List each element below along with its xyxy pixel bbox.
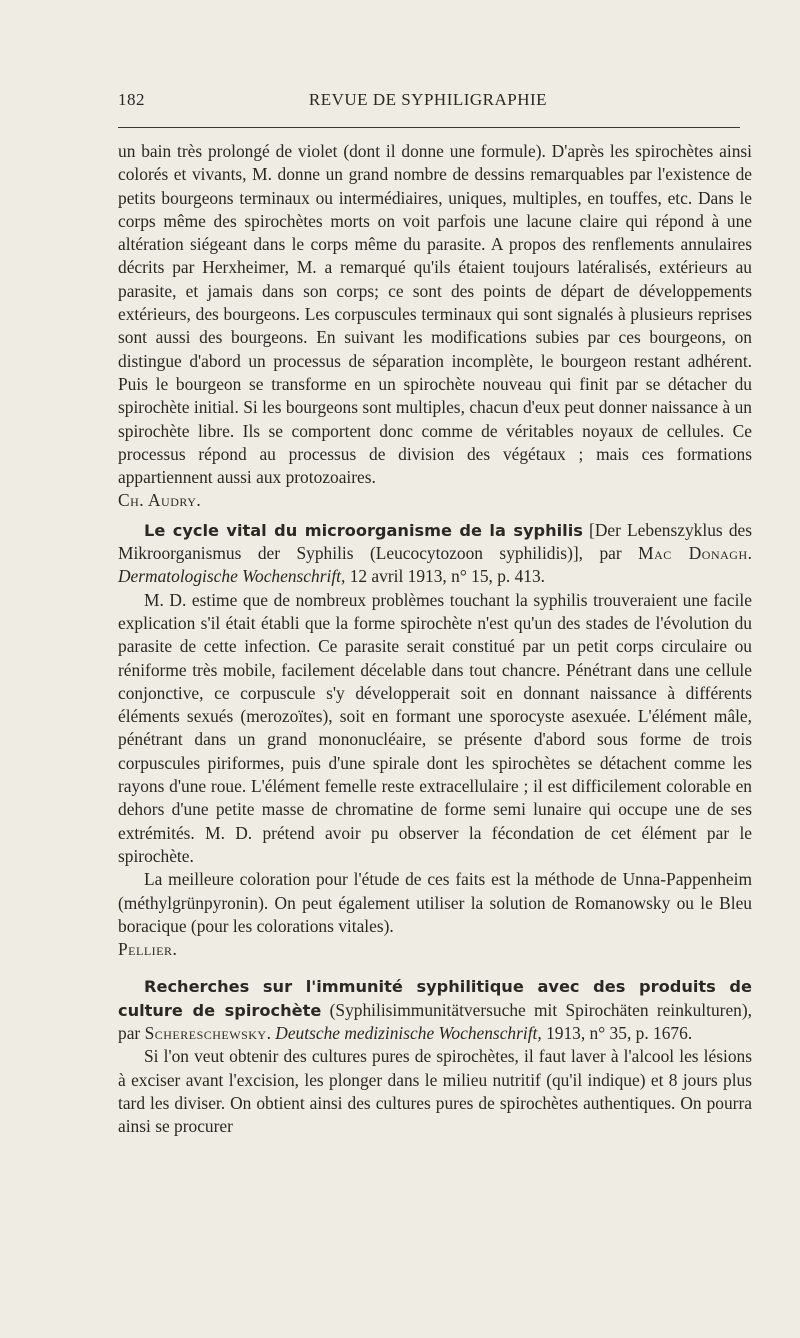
article-1-heading [118,519,752,589]
article-2-journal: Deutsche medizinische Wochenschrift, [275,1022,542,1043]
signature-pellier [118,938,752,961]
article-body [118,140,752,1138]
article-2-author: Schereschewsky [144,1022,267,1043]
article-1-author: Mac Donagh [638,543,748,564]
article-2-paragraph-1: Si l'on veut obtenir des cultures pures de spirochètes, il faut laver à l'alcool les lésions à exciser avant l'excision, les plonger dans le milieu nutritif (qu'il indique) et 8 jours plus tard les diviser. On obtient ainsi des cultures pures de spirochètes authentiques. On pourra ainsi se procurer [118,1046,752,1137]
article-1-ref-end: 12 avril 1913, n° 15, p. 413. [345,566,546,587]
continued-paragraph: un bain très prolongé de violet (dont il donne une formule). D'après les spirochètes ainsi colorés et vivants, M. donne un grand nombre de dessins remarquables par l'existence de petits bourgeons terminaux ou intermédiaires, uniques, multiples, en touffes, etc. Dans le corps même des spirochètes morts on voit parfois une lacune claire qui répond à une altération siégeant dans le corps même du parasite. A propos des renflements annulaires décrits par Herxheimer, M. a remarqué qu'ils étaient toujours latéralisés, extérieurs au parasite, et jamais dans son corps; ce sont des points de départ de développements extérieurs, des bourgeons. Les corpuscules terminaux qui sont signalés à plusieurs reprises sont aussi des bourgeons. En suivant les modifications subies par ces bourgeons, on distingue d'abord un processus de séparation incomplète, le bourgeon restant adhérent. Puis le bourgeon se transforme en un spirochète nouveau qui finit par se détacher du spirochète initial. Si les bourgeons sont multiples, chacun d'eux peut donner naissance à un spirochète libre. Ils se comportent donc comme de véritables noyaux de cellules. Ce processus répond au processus de division des végétaux ; mais ces formations appartiennent aussi aux protozoaires. [118,141,752,488]
page-number: 182 [118,90,145,109]
signature-text: Pellier. [118,939,178,960]
article-2-heading [118,975,752,1045]
article-1-journal: Dermatologische Wochenschrift, [118,566,346,587]
article-2-ref-start: (Syphilisimmunitätversuche mit Spirochäten reinkulturen), par [118,999,752,1043]
article-1-paragraph-1: M. D. estime que de nombreux problèmes touchant la syphilis trouveraient une facile explication s'il était établi que la forme spirochète n'est qu'un des stades de l'évolution du parasite de cette infection. Ce parasite serait constitué par un petit corps circulaire ou réniforme très mobile, facilement décelable dans tout chancre. Pénétrant dans une cellule conjonctive, ce corpuscule s'y développerait soit en donnant naissance à différents éléments sexués (merozoïtes), soit en formant une sporocyste asexuée. L'élément mâle, pénétrant dans un grand mononucléaire, se présente d'abord sous forme de trois corpuscules piriformes, puis d'une spirale dont les spirochètes se détachent comme les rayons d'une roue. L'élément femelle reste extracellulaire ; il est difficilement colorable en dehors d'une petite masse de chromatine de forme semi lunaire qui occupe une de ses extrémités. M. D. prétend avoir pu observer la fécondation de cet élément par le spirochète. [118,589,752,866]
signature-text: Ch. Audry. [118,490,202,511]
article-1-paragraph-2: La meilleure coloration pour l'étude de ces faits est la méthode de Unna-Pappenheim (méthylgrünpyronin). On peut également utiliser la solution de Romanowsky ou le Bleu boracique (pour les colorations vitales). [118,869,752,936]
article-2-ref-end: 1913, n° 35, p. 1676. [541,1022,693,1043]
article-2-title: Recherches sur l'immunité syphilitique avec des produits de culture de spirochète [118,977,752,1020]
article-2-ref-sep: . [266,1022,276,1043]
header-rule [118,127,740,128]
article-1-ref-start: [Der Lebenszyklus des Mikroorganismus der Syphilis (Leucocytozoon syphilidis)], par [118,519,752,564]
running-title: REVUE DE SYPHILIGRAPHIE [308,90,548,109]
article-1-title: Le cycle vital du microorganisme de la syphilis [144,520,583,540]
article-1-ref-sep: . [747,543,752,564]
page-header [118,90,738,114]
signature-audry [118,489,752,512]
